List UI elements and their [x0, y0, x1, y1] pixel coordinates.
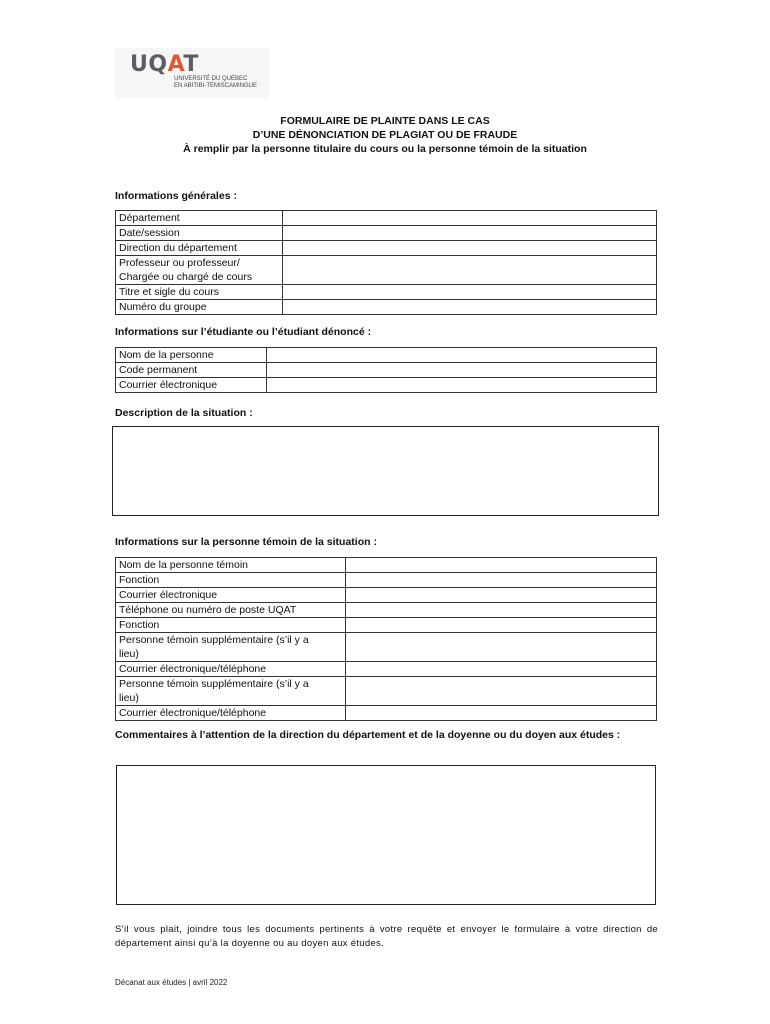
form-row: [116, 618, 657, 633]
logo-mark-accent: A: [167, 52, 184, 77]
form-row: [116, 348, 657, 363]
field-label: [116, 285, 283, 300]
logo-subtitle-line2: EN ABITIBI-TÉMISCAMINGUE: [174, 83, 258, 89]
field-label: [116, 618, 346, 633]
field-label-text: Fonction: [119, 574, 160, 586]
form-row: [116, 633, 657, 662]
form-row: [116, 603, 657, 618]
form-row: [116, 226, 657, 241]
field-label-text: Code permanent: [119, 364, 198, 376]
field-label-text: Courrier électronique: [119, 379, 218, 391]
field-value-cell[interactable]: [346, 573, 657, 588]
field-label: [116, 348, 267, 363]
field-label: [116, 256, 283, 285]
field-label: [116, 378, 267, 393]
form-row: [116, 706, 657, 721]
field-label-text: Numéro du groupe: [119, 301, 207, 313]
field-label-text: Courrier électronique/téléphone: [119, 663, 267, 675]
witness-info-table: [115, 557, 657, 721]
form-row: [116, 677, 657, 706]
field-value-cell[interactable]: [346, 706, 657, 721]
field-label-text: Téléphone ou numéro de poste UQAT: [119, 604, 297, 616]
field-label: [116, 573, 346, 588]
form-title: [0, 114, 770, 156]
field-label: [116, 633, 346, 662]
form-row: [116, 285, 657, 300]
field-value-cell[interactable]: [283, 241, 657, 256]
field-value-cell[interactable]: [346, 588, 657, 603]
field-label: [116, 363, 267, 378]
field-label-text: Fonction: [119, 619, 160, 631]
field-label: [116, 603, 346, 618]
description-heading: Description de la situation :: [115, 407, 253, 419]
field-value-cell[interactable]: [283, 211, 657, 226]
field-label: [116, 662, 346, 677]
form-row: [116, 378, 657, 393]
student-heading: Informations sur l’étudiante ou l’étudiant dénoncé :: [115, 326, 372, 338]
field-value-cell[interactable]: [346, 558, 657, 573]
comments-box[interactable]: [116, 765, 656, 905]
field-value-cell[interactable]: [346, 662, 657, 677]
form-row: [116, 662, 657, 677]
field-label: [116, 241, 283, 256]
general-heading: Informations générales :: [115, 190, 237, 202]
field-value-cell[interactable]: [283, 285, 657, 300]
field-label: [116, 226, 283, 241]
logo-subtitle-line1: UNIVERSITÉ DU QUÉBEC: [174, 76, 248, 82]
form-row: [116, 558, 657, 573]
logo-mark-right: T: [183, 52, 199, 77]
witness-heading: Informations sur la personne témoin de la situation :: [115, 536, 377, 548]
field-value-cell[interactable]: [283, 226, 657, 241]
field-label-text: Courrier électronique/téléphone: [119, 707, 267, 719]
field-label-text: Courrier électronique: [119, 589, 218, 601]
field-label: [116, 706, 346, 721]
field-label-text: Nom de la personne témoin: [119, 559, 248, 571]
title-line1: FORMULAIRE DE PLAINTE DANS LE CAS: [280, 115, 490, 127]
field-value-cell[interactable]: [267, 348, 657, 363]
student-info-table: [115, 347, 657, 393]
field-value-cell[interactable]: [267, 363, 657, 378]
form-row: [116, 363, 657, 378]
field-label: [116, 211, 283, 226]
instructions-note: S’il vous plait, joindre tous les documents pertinents à votre requête et envoyer le formulaire à votre direction de département ainsi qu’à la doyenne ou au doyen aux études.: [115, 924, 658, 949]
form-row: [116, 211, 657, 226]
uqat-logo: [115, 48, 269, 98]
form-row: [116, 573, 657, 588]
field-value-cell[interactable]: [346, 633, 657, 662]
logo-mark: [130, 53, 199, 77]
field-label: [116, 558, 346, 573]
form-row: [116, 588, 657, 603]
field-label-text: Département: [119, 212, 180, 224]
form-row: [116, 241, 657, 256]
title-line3: À remplir par la personne titulaire du cours ou la personne témoin de la situation: [183, 143, 587, 155]
field-label-text: Personne témoin supplémentaire (s’il y a lieu): [119, 634, 309, 660]
field-value-cell[interactable]: [346, 603, 657, 618]
field-label-text: Date/session: [119, 227, 180, 239]
description-box[interactable]: [112, 426, 659, 516]
comments-heading: Commentaires à l’attention de la direction du département et de la doyenne ou du doyen aux études :: [115, 729, 621, 741]
field-value-cell[interactable]: [283, 256, 657, 285]
field-label: [116, 677, 346, 706]
form-row: [116, 256, 657, 285]
field-label-text: Nom de la personne: [119, 349, 214, 361]
title-line2: D’UNE DÉNONCIATION DE PLAGIAT OU DE FRAUDE: [252, 129, 518, 141]
field-label-text: Direction du département: [119, 242, 237, 254]
field-value-cell[interactable]: [267, 378, 657, 393]
footer: Décanat aux études | avril 2022: [115, 978, 228, 987]
form-row: [116, 300, 657, 315]
field-label: [116, 588, 346, 603]
field-label: [116, 300, 283, 315]
general-info-table: [115, 210, 657, 315]
field-label-text: Personne témoin supplémentaire (s’il y a lieu): [119, 678, 309, 704]
logo-mark-left: UQ: [130, 52, 168, 77]
field-label-text: Professeur ou professeur/ Chargée ou chargé de cours: [119, 257, 253, 283]
field-value-cell[interactable]: [346, 677, 657, 706]
field-label-text: Titre et sigle du cours: [119, 286, 219, 298]
field-value-cell[interactable]: [346, 618, 657, 633]
logo-subtitle: [174, 76, 257, 90]
field-value-cell[interactable]: [283, 300, 657, 315]
